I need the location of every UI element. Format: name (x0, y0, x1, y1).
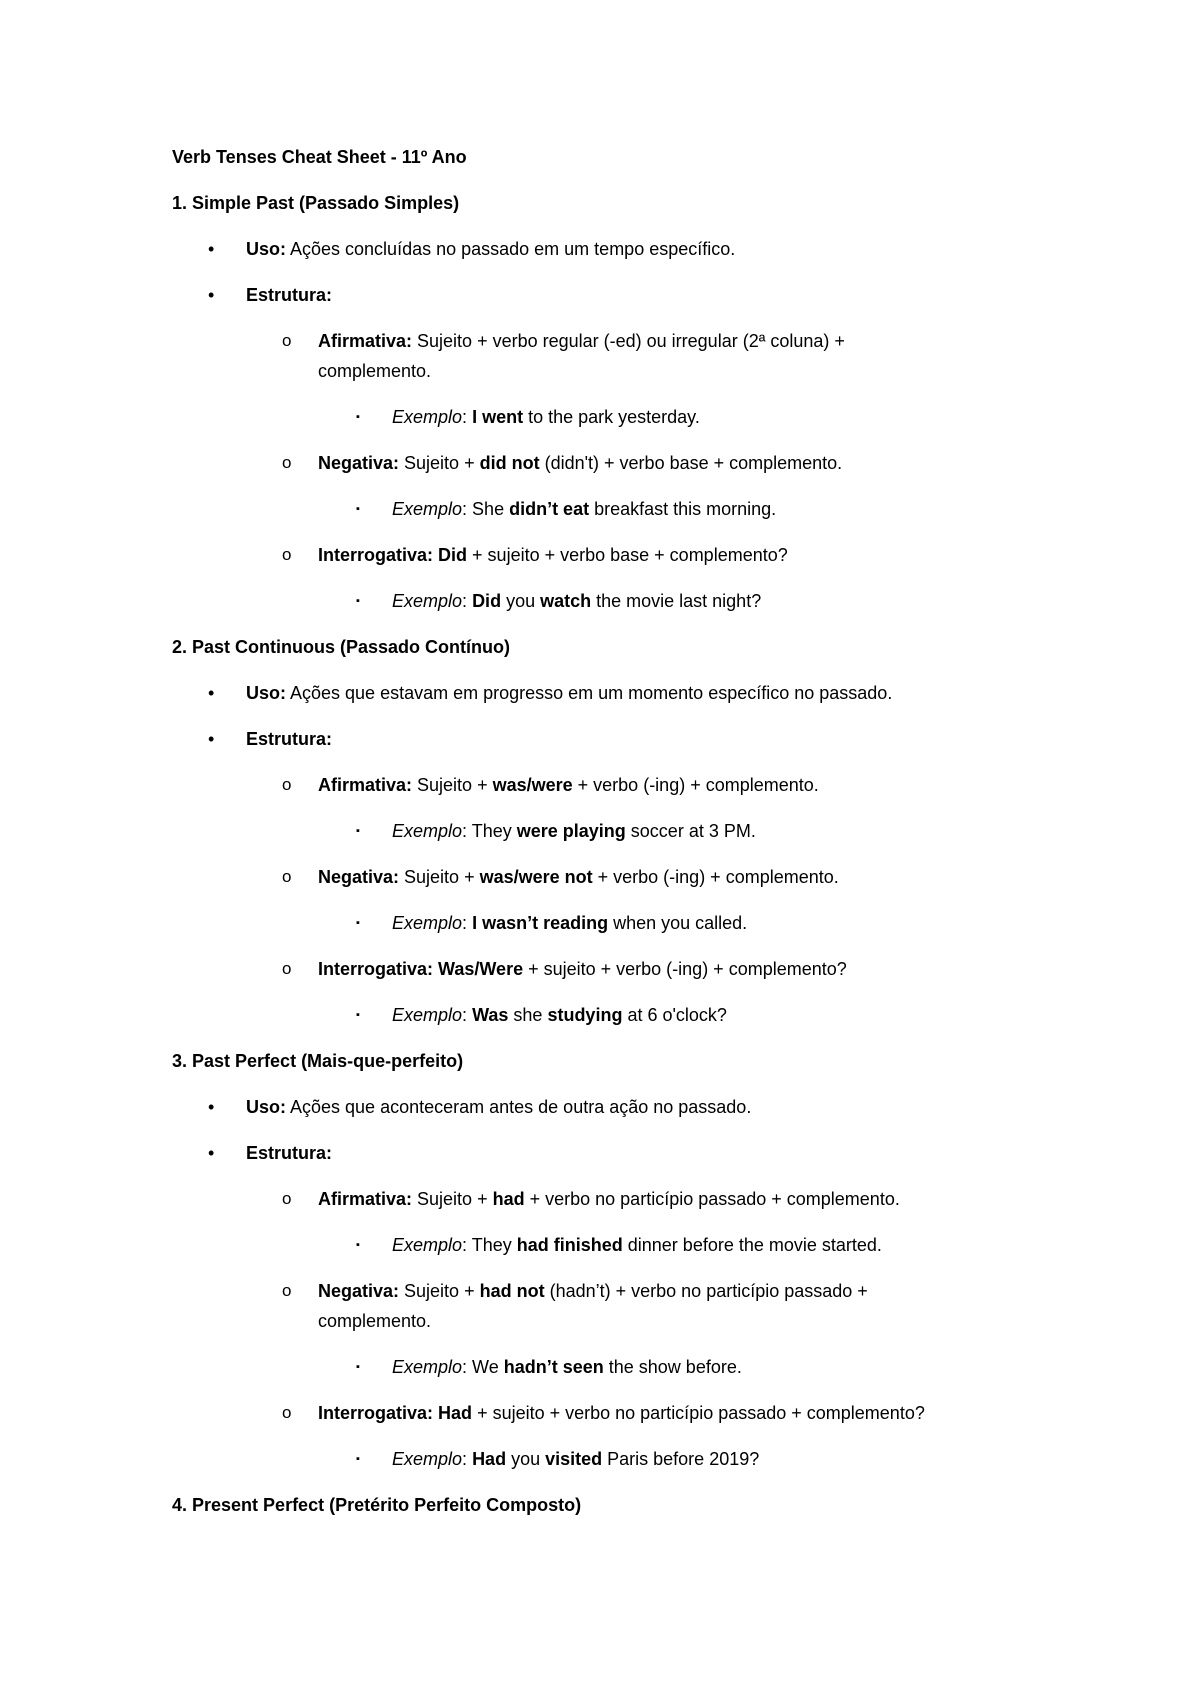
example-line: Exemplo: She didn’t eat breakfast this morning. (392, 499, 777, 519)
negativa-line: Negativa: Sujeito + was/were not + verbo (-ing) + complemento. (318, 867, 839, 887)
document-title: Verb Tenses Cheat Sheet - 11º Ano (172, 147, 467, 167)
uso-line: Uso: Ações que aconteceram antes de outra ação no passado. (246, 1097, 752, 1117)
square-bullet-icon: ▪ (356, 1009, 360, 1021)
square-bullet-icon: ▪ (356, 1361, 360, 1373)
afirmativa-line-cont: complemento. (318, 361, 432, 381)
circle-bullet-icon: o (282, 331, 292, 350)
circle-bullet-icon: o (282, 775, 292, 794)
circle-bullet-icon: o (282, 1403, 292, 1422)
bullet-icon: • (208, 239, 215, 259)
negativa-line: Negativa: Sujeito + did not (didn't) + verbo base + complemento. (318, 453, 843, 473)
uso-line: Uso: Ações que estavam em progresso em um momento específico no passado. (246, 683, 893, 703)
bullet-icon: • (208, 729, 215, 749)
negativa-line: Negativa: Sujeito + had not (hadn’t) + verbo no particípio passado + (318, 1281, 868, 1301)
afirmativa-line: Afirmativa: Sujeito + was/were + verbo (-ing) + complemento. (318, 775, 819, 795)
circle-bullet-icon: o (282, 453, 292, 472)
square-bullet-icon: ▪ (356, 411, 360, 423)
square-bullet-icon: ▪ (356, 503, 360, 515)
section-heading-simple-past: 1. Simple Past (Passado Simples) (172, 193, 460, 213)
interrogativa-line: Interrogativa: Had + sujeito + verbo no particípio passado + complemento? (318, 1403, 925, 1423)
square-bullet-icon: ▪ (356, 595, 360, 607)
circle-bullet-icon: o (282, 1281, 292, 1300)
bullet-icon: • (208, 1143, 215, 1163)
example-line: Exemplo: Was she studying at 6 o'clock? (392, 1005, 727, 1025)
afirmativa-line: Afirmativa: Sujeito + verbo regular (-ed) ou irregular (2ª coluna) + (318, 331, 845, 351)
section-heading-present-perfect: 4. Present Perfect (Pretérito Perfeito Composto) (172, 1495, 582, 1515)
negativa-line-cont: complemento. (318, 1311, 432, 1331)
example-line: Exemplo: They had finished dinner before the movie started. (392, 1235, 882, 1255)
uso-line: Uso: Ações concluídas no passado em um tempo específico. (246, 239, 736, 259)
interrogativa-line: Interrogativa: Did + sujeito + verbo base + complemento? (318, 545, 788, 565)
example-line: Exemplo: I wasn’t reading when you called. (392, 913, 748, 933)
square-bullet-icon: ▪ (356, 825, 360, 837)
bullet-icon: • (208, 683, 215, 703)
estrutura-line: Estrutura: (246, 1143, 333, 1163)
example-line: Exemplo: Had you visited Paris before 2019? (392, 1449, 760, 1469)
example-line: Exemplo: They were playing soccer at 3 PM. (392, 821, 756, 841)
bullet-icon: • (208, 285, 215, 305)
section-heading-past-continuous: 2. Past Continuous (Passado Contínuo) (172, 637, 511, 657)
section-heading-past-perfect: 3. Past Perfect (Mais-que-perfeito) (172, 1051, 464, 1071)
example-line: Exemplo: We hadn’t seen the show before. (392, 1357, 742, 1377)
example-line: Exemplo: I went to the park yesterday. (392, 407, 700, 427)
circle-bullet-icon: o (282, 867, 292, 886)
square-bullet-icon: ▪ (356, 917, 360, 929)
circle-bullet-icon: o (282, 545, 292, 564)
square-bullet-icon: ▪ (356, 1453, 360, 1465)
estrutura-line: Estrutura: (246, 729, 333, 749)
example-line: Exemplo: Did you watch the movie last night? (392, 591, 762, 611)
circle-bullet-icon: o (282, 1189, 292, 1208)
estrutura-line: Estrutura: (246, 285, 333, 305)
interrogativa-line: Interrogativa: Was/Were + sujeito + verbo (-ing) + complemento? (318, 959, 847, 979)
square-bullet-icon: ▪ (356, 1239, 360, 1251)
bullet-icon: • (208, 1097, 215, 1117)
afirmativa-line: Afirmativa: Sujeito + had + verbo no particípio passado + complemento. (318, 1189, 900, 1209)
circle-bullet-icon: o (282, 959, 292, 978)
